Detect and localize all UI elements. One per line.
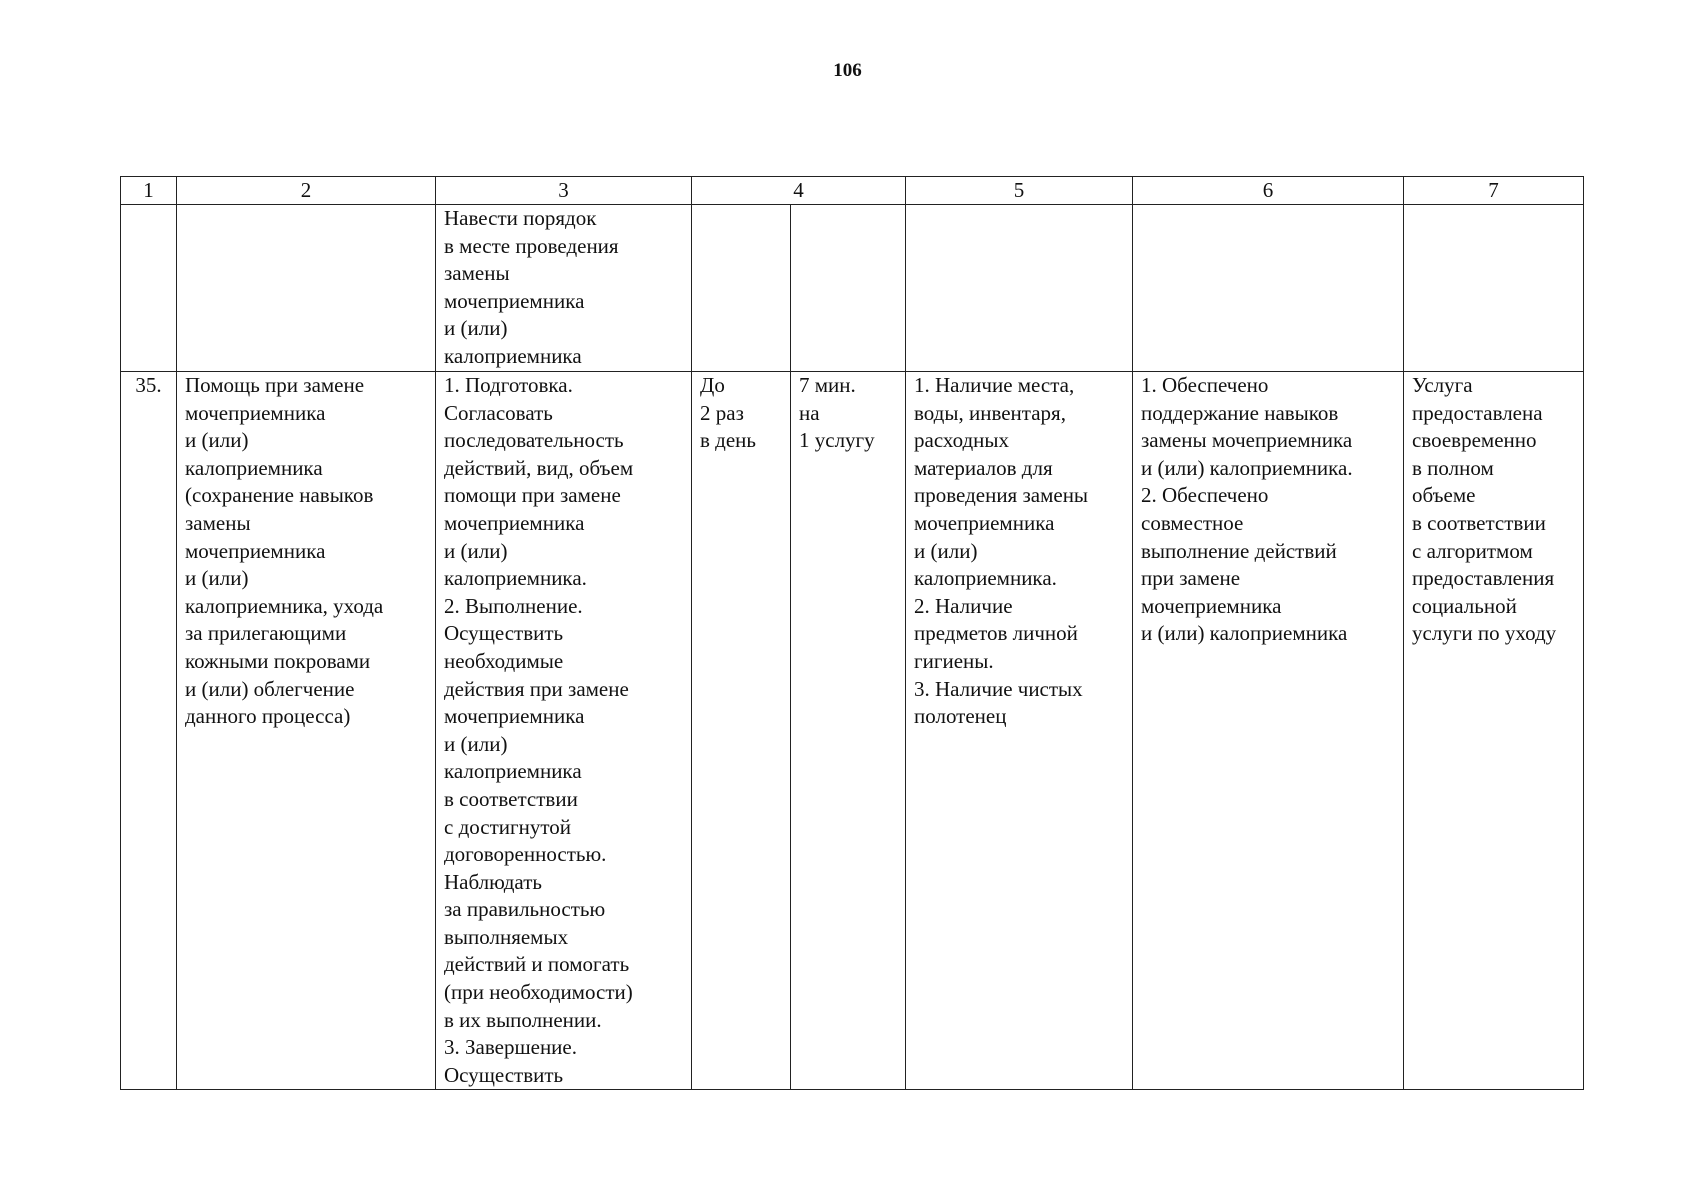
actions-cell: 1. Подготовка. Согласовать последовательность действий, вид, объем помощи при замене мочеприемника и (или) калоприемника. 2. Выполнение. Осуществить необходимые действия при замене мочеприемника и (или) калоприемника в соответствии с достигнутой договоренностью. Наблюдать за правильностью выполняемых действий и помогать (при необходимости) в их выполнении. 3. Завершение. Осуществить — [436, 372, 692, 1090]
header-col-2: 2 — [177, 177, 436, 205]
duration-cell: 7 мин. на 1 услугу — [791, 372, 906, 1090]
cont-cell-6 — [1133, 205, 1404, 372]
header-col-7: 7 — [1404, 177, 1584, 205]
cont-cell-5 — [906, 205, 1133, 372]
services-table — [120, 176, 1584, 1090]
cont-cell-actions: Навести порядок в месте проведения замены мочеприемника и (или) калоприемника — [436, 205, 692, 372]
row-number: 35. — [121, 372, 177, 1090]
cont-cell-4b — [791, 205, 906, 372]
header-col-4: 4 — [692, 177, 906, 205]
header-row — [121, 177, 1584, 205]
header-col-5: 5 — [906, 177, 1133, 205]
cont-cell-2 — [177, 205, 436, 372]
header-col-3: 3 — [436, 177, 692, 205]
page-number: 106 — [833, 60, 862, 81]
table-row — [121, 372, 1584, 1090]
cont-cell-1 — [121, 205, 177, 372]
cont-cell-4a — [692, 205, 791, 372]
cont-cell-7 — [1404, 205, 1584, 372]
quality-cell: Услуга предоставлена своевременно в полном объеме в соответствии с алгоритмом предоставления социальной услуги по уходу — [1404, 372, 1584, 1090]
conditions-cell: 1. Наличие места, воды, инвентаря, расходных материалов для проведения замены мочеприемника и (или) калоприемника. 2. Наличие предметов личной гигиены. 3. Наличие чистых полотенец — [906, 372, 1133, 1090]
results-cell: 1. Обеспечено поддержание навыков замены мочеприемника и (или) калоприемника. 2. Обеспечено совместное выполнение действий при замене мочеприемника и (или) калоприемника — [1133, 372, 1404, 1090]
frequency-cell: До 2 раз в день — [692, 372, 791, 1090]
header-col-1: 1 — [121, 177, 177, 205]
header-col-6: 6 — [1133, 177, 1404, 205]
continuation-row — [121, 205, 1584, 372]
service-name-cell: Помощь при замене мочеприемника и (или) калоприемника (сохранение навыков замены мочеприемника и (или) калоприемника, ухода за прилегающими кожными покровами и (или) облегчение данного процесса) — [177, 372, 436, 1090]
